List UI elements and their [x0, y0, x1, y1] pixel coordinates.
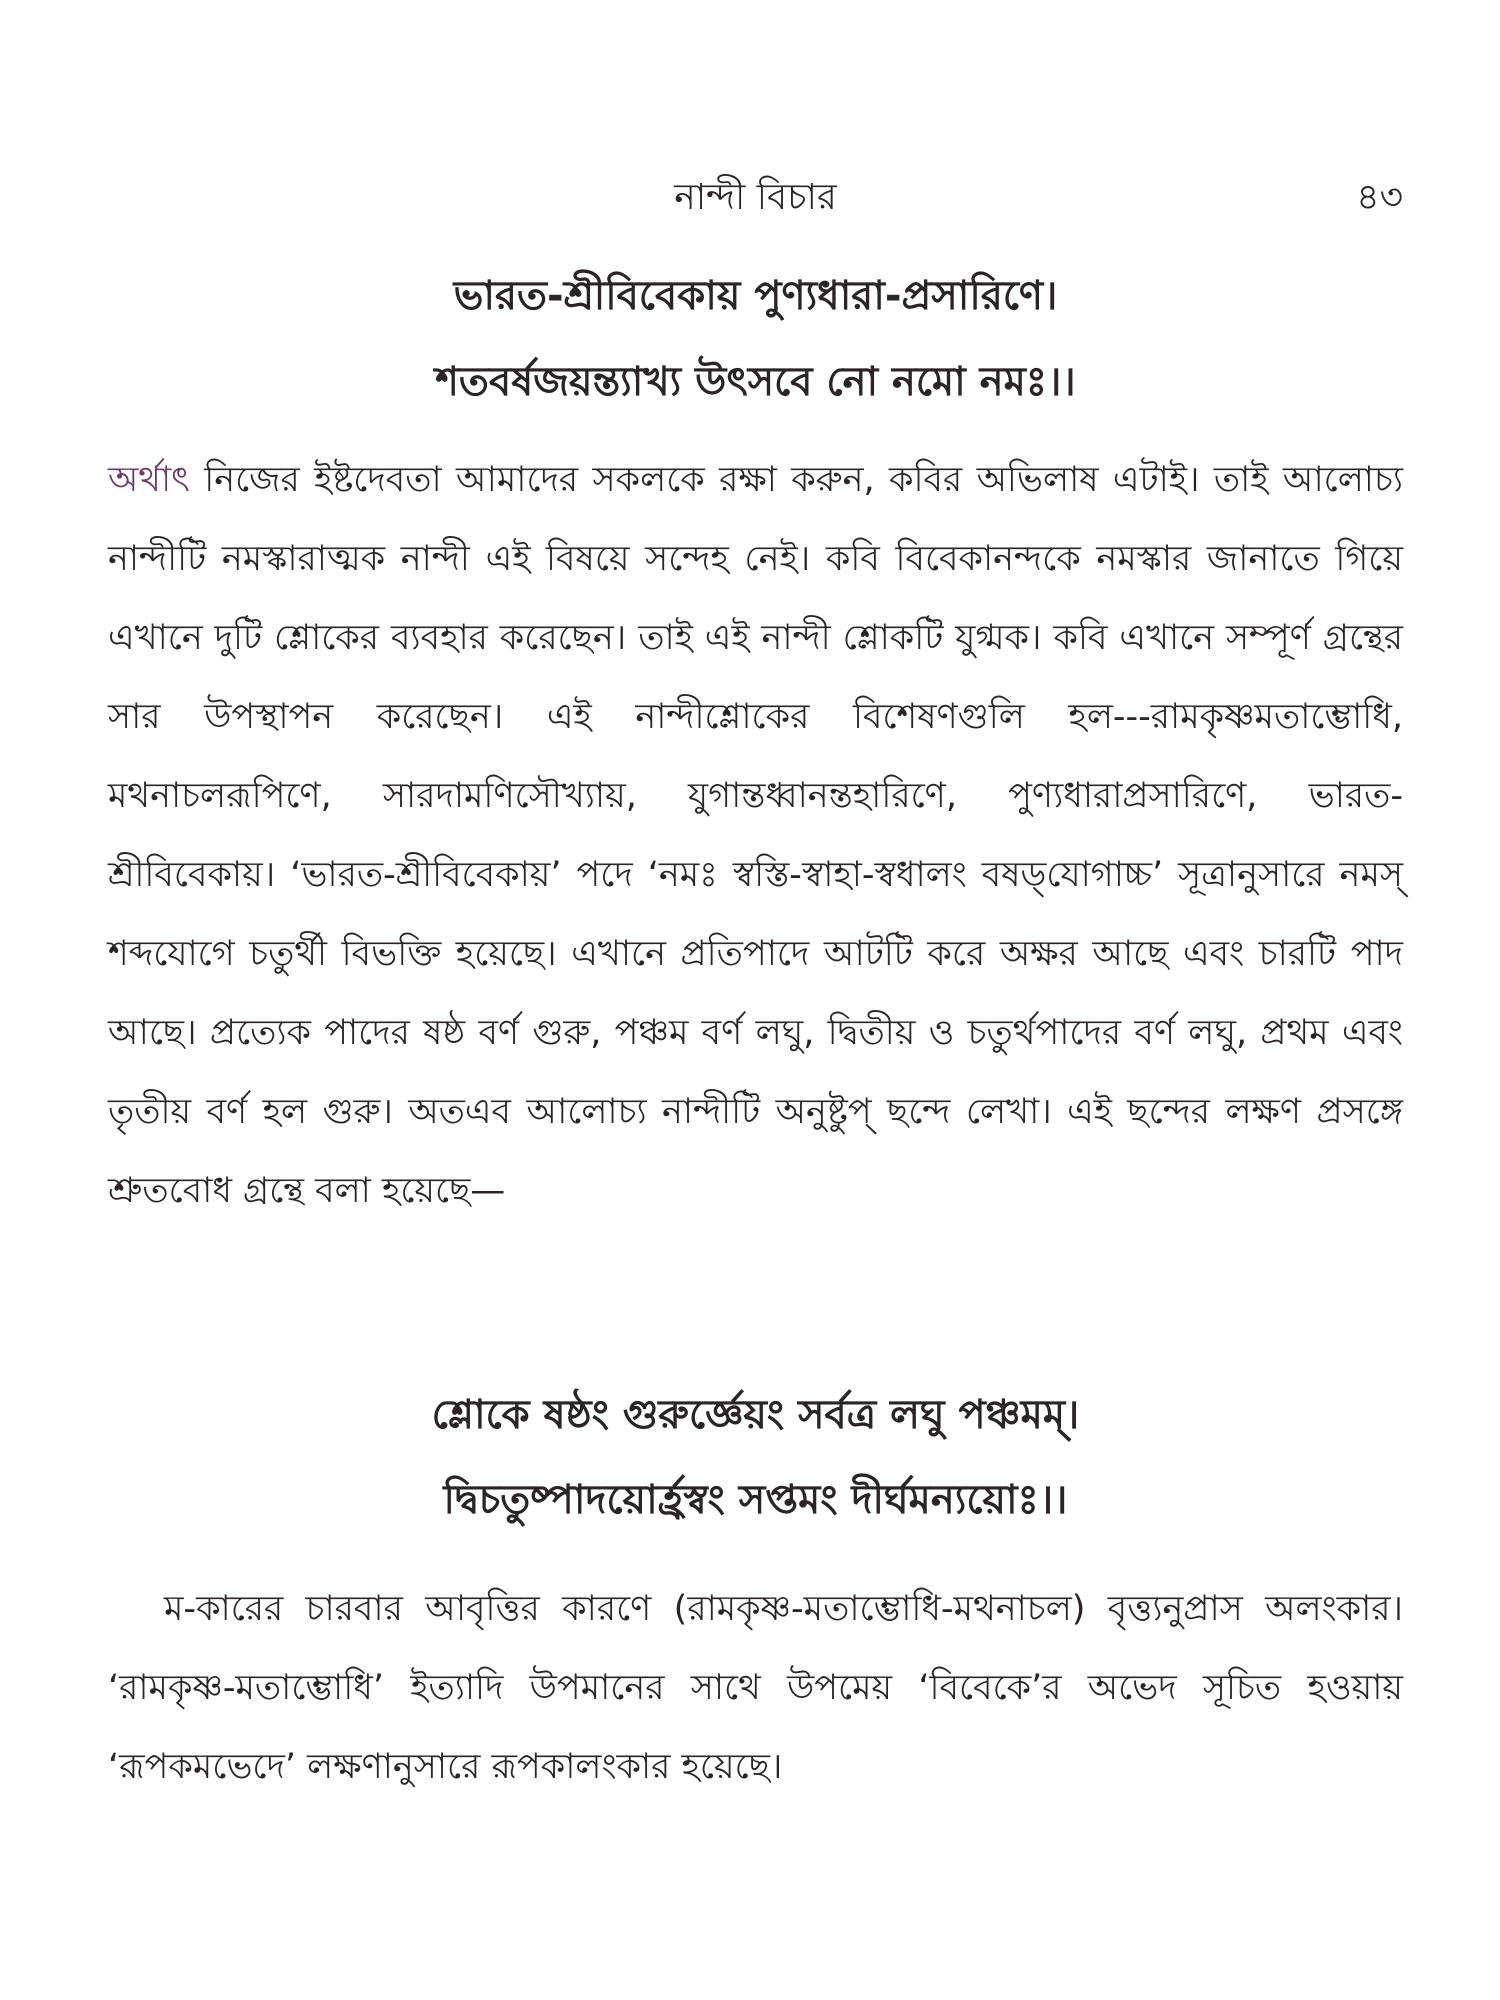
paragraph-1-text: নিজের ইষ্টদেবতা আমাদের সকলকে রক্ষা করুন, কবির অভিলাষ এটাই। তাই আলোচ্য নান্দীটি নমস্কারাত্মক নান্দী এই বিষয়ে সন্দেহ নেই। কবি বিবেকানন্দকে নমস্কার জানাতে গিয়ে এখানে দুটি শ্লোকের ব্যবহার করেছেন। তাই এই নান্দী শ্লোকটি যুগ্মক। কবি এখানে সম্পূর্ণ গ্রন্থের সার উপস্থাপন করেছেন। এই নান্দীশ্লোকের বিশেষণগুলি হল---রামকৃষ্ণমতাম্ভোধি, মথনাচলরূপিণে, সারদামণিসৌখ্যায়, যুগান্তধ্বানন্তহারিণে, পুণ্যধারাপ্রসারিণে, ভারত-শ্রীবিবেকায়। ‘ভারত-শ্রীবিবেকায়’ পদে ‘নমঃ স্বস্তি-স্বাহা-স্বধালং বষড্‌যোগাচ্চ’ সূত্রানুসারে নমস্ শব্দযোগে চতুর্থী বিভক্তি হয়েছে। এখানে প্রতিপাদে আটটি করে অক্ষর আছে এবং চারটি পাদ আছে। প্রত্যেক পাদের ষষ্ঠ বর্ণ গুরু, পঞ্চম বর্ণ লঘু, দ্বিতীয় ও চতুর্থপাদের বর্ণ লঘু, প্রথম এবং তৃতীয় বর্ণ হল গুরু। অতএব আলোচ্য নান্দীটি অনুষ্টুপ্ ছন্দে লেখা। এই ছন্দের লক্ষণ প্রসঙ্গে শ্রুতবোধ গ্রন্থে বলা হয়েছে— — [108, 460, 1403, 1211]
running-head — [108, 168, 1403, 228]
verse-2-line-1: শ্লোকে ষষ্ঠং গুরুর্জ্ঞেয়ং সর্বত্র লঘু পঞ্চমম্। — [431, 1392, 1080, 1438]
verse-1-line-2: শতবর্ষজয়ন্ত্যাখ্য উৎসবে নো নমো নমঃ।। — [435, 359, 1076, 405]
page-number: ৪৩ — [1356, 177, 1403, 218]
verse-1-line-1: ভারত-শ্রীবিবেকায় পুণ্যধারা-প্রসারিণে। — [453, 273, 1058, 319]
paragraph-2: ম-কারের চারবার আবৃত্তির কারণে (রামকৃষ্ণ-মতাম্ভোধি-মথনাচল) বৃত্ত্যনুপ্রাস অলংকার। ‘রামকৃষ্ণ-মতাম্ভোধি’ ইত্যাদি উপমানের সাথে উপমেয় ‘বিবেকে’র অভেদ সূচিত হওয়ায় ‘রূপকমভেদে’ লক্ষণানুসারে রূপকালংকার হয়েছে। — [108, 1589, 1403, 1787]
paragraph-1-lead-word: অর্থাৎ — [108, 460, 190, 500]
paragraph-1 — [108, 441, 1403, 1231]
running-title: নান্দী বিচার — [674, 177, 837, 218]
verse-2-line-2: দ্বিচতুষ্পাদয়োর্হ্রস্বং সপ্তমং দীর্ঘমন্যয়োঃ।। — [443, 1477, 1068, 1523]
